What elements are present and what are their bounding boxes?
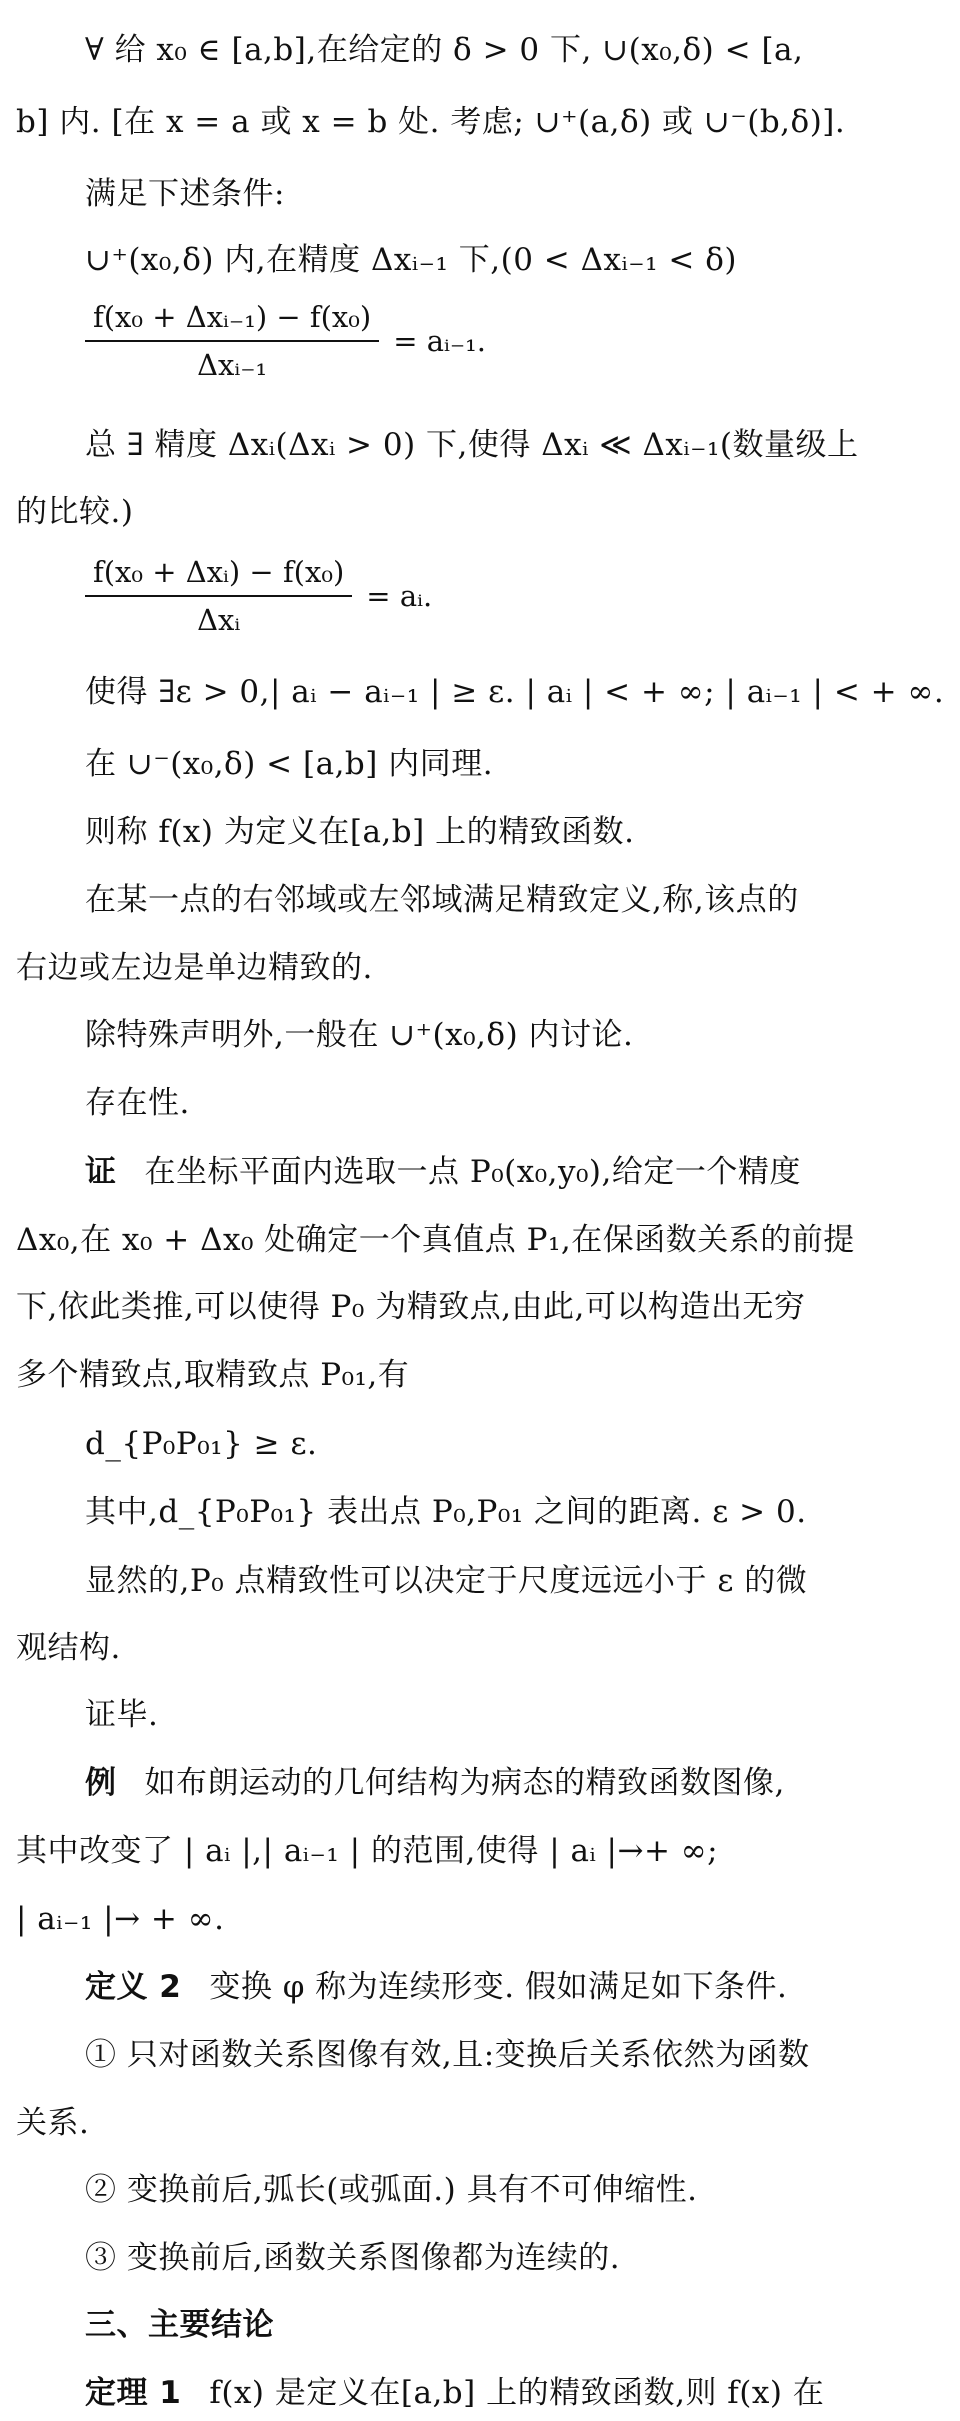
- text-line: [85, 1492, 944, 1532]
- text-line: [16, 1899, 944, 1939]
- line-text: 下,依此类推,可以使得 P₀ 为精致点,由此,可以构造出无穷: [16, 1289, 806, 1325]
- line-text: 关系.: [16, 2105, 90, 2141]
- text-line: [16, 2103, 944, 2143]
- text-line: [85, 1083, 944, 1123]
- text-line: [16, 1628, 944, 1668]
- text-line: [85, 1152, 944, 1192]
- line-text: f(x) 是定义在[a,b] 上的精致函数,则 f(x) 在: [209, 2375, 825, 2411]
- fraction-rhs: = aᵢ₋₁.: [393, 324, 487, 358]
- text-line: [16, 948, 944, 988]
- line-text: 的比较.): [16, 494, 134, 530]
- line-text: 在某一点的右邻域或左邻域满足精致定义,称,该点的: [85, 882, 799, 918]
- text-line: [85, 880, 944, 920]
- text-line: [85, 2035, 944, 2075]
- line-text: | aᵢ₋₁ |→ + ∞.: [16, 1901, 225, 1937]
- line-text: ③ 变换前后,函数关系图像都为连续的.: [85, 2240, 621, 2276]
- fraction-numerator: f(x₀ + Δxᵢ₋₁) − f(x₀): [85, 300, 379, 342]
- text-line: [85, 1763, 944, 1803]
- line-text: 其中,d_{P₀P₀₁} 表出点 P₀,P₀₁ 之间的距离. ε > 0.: [85, 1494, 807, 1530]
- text-line: [85, 1015, 944, 1055]
- fraction-numerator: f(x₀ + Δxᵢ) − f(x₀): [85, 555, 352, 597]
- line-text: 变换 φ 称为连续形变. 假如满足如下条件.: [209, 1969, 788, 2005]
- fraction-denominator: Δxᵢ₋₁: [197, 348, 268, 382]
- line-text: ② 变换前后,弧长(或弧面.) 具有不可伸缩性.: [85, 2172, 698, 2208]
- line-lead-label: 例: [85, 1765, 117, 1801]
- text-line: [16, 1831, 944, 1871]
- text-line: [85, 744, 944, 784]
- text-line: [85, 2305, 944, 2345]
- text-line: [85, 2170, 944, 2210]
- line-lead-label: 证: [85, 1154, 117, 1190]
- text-line: [85, 174, 944, 214]
- line-text: Δx₀,在 x₀ + Δx₀ 处确定一个真值点 P₁,在保函数关系的前提: [16, 1222, 855, 1258]
- line-text: 右边或左边是单边精致的.: [16, 950, 373, 986]
- fraction: [85, 300, 379, 382]
- line-text: 其中改变了 | aᵢ |,| aᵢ₋₁ | 的范围,使得 | aᵢ |→+ ∞;: [16, 1833, 719, 1869]
- line-text: 则称 f(x) 为定义在[a,b] 上的精致函数.: [85, 814, 635, 850]
- line-text: 满足下述条件:: [85, 176, 285, 212]
- fraction-rhs: = aᵢ.: [366, 579, 433, 613]
- line-text: 三、主要结论: [85, 2307, 274, 2343]
- text-line: [16, 1220, 944, 1260]
- text-line: [85, 240, 944, 280]
- line-text: 在 ∪⁻(x₀,δ) < [a,b] 内同理.: [85, 746, 494, 782]
- line-text: b] 内. [在 x = a 或 x = b 处. 考虑; ∪⁺(a,δ) 或 ∪⁻(b,δ)].: [16, 104, 846, 140]
- line-text: 存在性.: [85, 1085, 190, 1121]
- fraction-equation: [85, 555, 432, 637]
- text-line: [85, 1967, 944, 2007]
- text-line: [85, 2373, 944, 2413]
- line-text: 证毕.: [85, 1697, 159, 1733]
- line-text: ∪⁺(x₀,δ) 内,在精度 Δxᵢ₋₁ 下,(0 < Δxᵢ₋₁ < δ): [85, 242, 737, 278]
- line-text: 多个精致点,取精致点 P₀₁,有: [16, 1357, 410, 1393]
- text-line: [85, 2238, 944, 2278]
- text-line: [85, 425, 944, 465]
- line-lead-label: 定理 1: [85, 2375, 182, 2411]
- line-text: 使得 ∃ε > 0,| aᵢ − aᵢ₋₁ | ≥ ε. | aᵢ | < + ∞; | aᵢ₋₁ | < + ∞.: [85, 674, 945, 710]
- text-line: [85, 30, 944, 70]
- text-line: [85, 672, 944, 712]
- text-line: [16, 1355, 944, 1395]
- line-text: 除特殊声明外,一般在 ∪⁺(x₀,δ) 内讨论.: [85, 1017, 634, 1053]
- fraction-equation: [85, 300, 486, 382]
- line-text: 在坐标平面内选取一点 P₀(x₀,y₀),给定一个精度: [144, 1154, 801, 1190]
- text-line: [85, 812, 944, 852]
- text-line: [16, 102, 944, 142]
- fraction: [85, 555, 352, 637]
- line-text: 显然的,P₀ 点精致性可以决定于尺度远远小于 ε 的微: [85, 1563, 808, 1599]
- text-line: [16, 1287, 944, 1327]
- line-text: ① 只对函数关系图像有效,且:变换后关系依然为函数: [85, 2037, 810, 2073]
- line-text: ∀ 给 x₀ ∈ [a,b],在给定的 δ > 0 下, ∪(x₀,δ) < [a,: [85, 32, 804, 68]
- line-text: 总 ∃ 精度 Δxᵢ(Δxᵢ > 0) 下,使得 Δxᵢ ≪ Δxᵢ₋₁(数量级上: [85, 427, 859, 463]
- text-line: [85, 1424, 944, 1464]
- line-text: 如布朗运动的几何结构为病态的精致函数图像,: [144, 1765, 785, 1801]
- text-line: [85, 1695, 944, 1735]
- line-text: 观结构.: [16, 1630, 121, 1666]
- text-line: [16, 492, 944, 532]
- line-lead-label: 定义 2: [85, 1969, 182, 2005]
- fraction-denominator: Δxᵢ: [197, 603, 241, 637]
- line-text: d_{P₀P₀₁} ≥ ε.: [85, 1426, 318, 1462]
- text-line: [85, 1561, 944, 1601]
